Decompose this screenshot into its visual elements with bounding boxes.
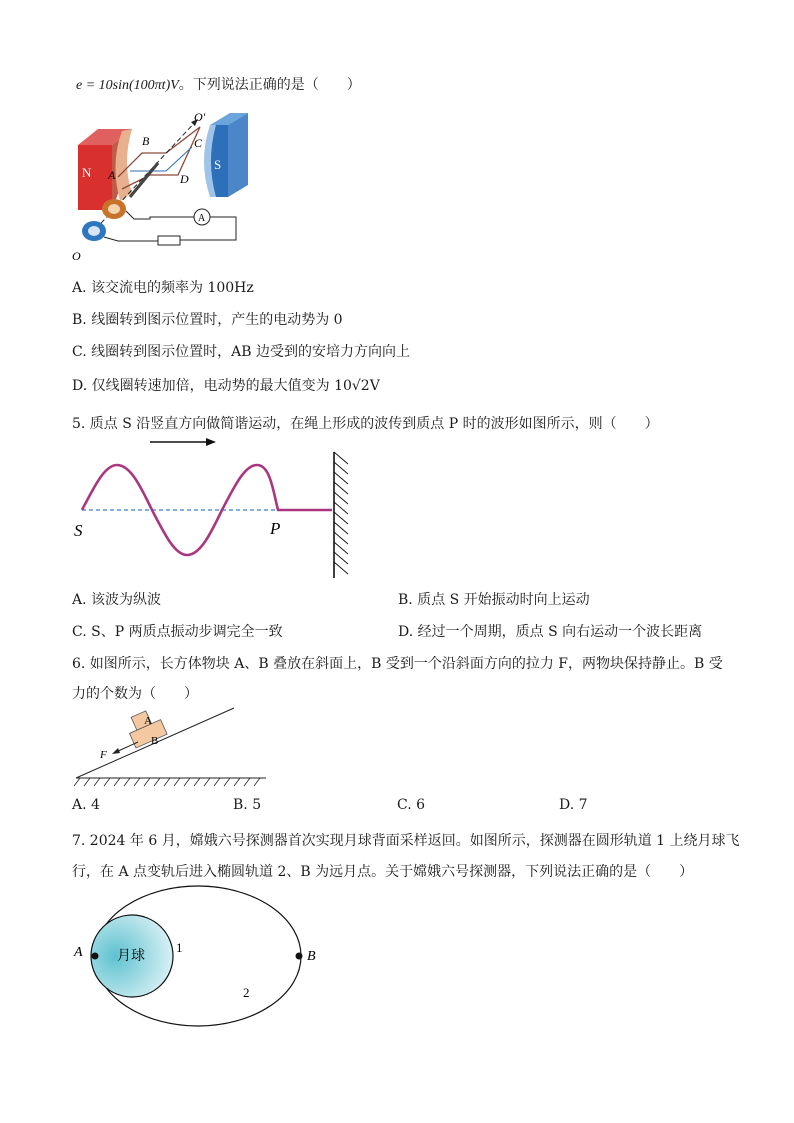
q6-option-d: D. 7 (559, 797, 588, 813)
q5-option-a: A. 该波为纵波 (72, 592, 162, 608)
b-label: B (142, 134, 150, 148)
n-label: N (82, 165, 92, 180)
q5-option-b: B. 质点 S 开始振动时向上运动 (398, 592, 590, 608)
a-label: A (108, 168, 116, 182)
point-a (92, 953, 99, 960)
force-label: F (100, 749, 107, 761)
moon-label: 月球 (117, 948, 145, 964)
force-arrow (116, 742, 138, 752)
block-b-label: B (151, 735, 159, 747)
q6-option-a: A. 4 (72, 797, 100, 813)
q5-wave-figure (70, 430, 360, 580)
q5-option-d: D. 经过一个周期，质点 S 向右运动一个波长距离 (398, 624, 703, 640)
q5-option-c: C. S、P 两质点振动步调完全一致 (72, 624, 283, 640)
q6-incline-figure (70, 700, 270, 792)
d-label: D (180, 172, 189, 186)
q5-stem: 5. 质点 S 沿竖直方向做简谐运动，在绳上形成的波传到质点 P 时的波形如图所示，则（ ） (72, 416, 659, 432)
q4-option-a: A. 该交流电的频率为 100Hz (72, 280, 254, 296)
q6-stem-line1: 6. 如图所示，长方体物块 A、B 叠放在斜面上，B 受到一个沿斜面方向的拉力 F，两物块保持静止。B 受 (72, 656, 723, 672)
point-b-label: B (307, 949, 316, 964)
s-point-label: S (74, 521, 83, 540)
q7-stem-line2: 行，在 A 点变轨后进入椭圆轨道 2、B 为远月点。关于嫦娥六号探测器，下列说法正确的是（ ） (72, 864, 694, 880)
o-label: O (72, 249, 81, 263)
resistor (158, 236, 180, 245)
q4-stem (76, 74, 361, 94)
orbit-2-label: 2 (243, 985, 250, 1000)
orbit-1-label: 1 (176, 940, 183, 955)
ammeter-label: A (198, 213, 206, 224)
q4-formula: e = 10sin(100πt)V (76, 78, 179, 93)
o-prime-label: O′ (194, 110, 206, 124)
q6-option-b: B. 5 (233, 797, 262, 813)
q6-option-c: C. 6 (397, 797, 426, 813)
c-label: C (194, 136, 203, 150)
block-a-label: A (144, 715, 152, 727)
q4-option-d: D. 仅线圈转速加倍，电动势的最大值变为 10√2V (72, 378, 380, 394)
q6-stem-line2: 力的个数为（ ） (72, 686, 198, 702)
point-b (296, 953, 303, 960)
q4-option-b: B. 线圈转到图示位置时，产生的电动势为 0 (72, 312, 343, 328)
q4-stem-text: 。下列说法正确的是（ ） (178, 77, 361, 93)
s-label: S (214, 157, 222, 172)
q7-stem-line1: 7. 2024 年 6 月，嫦娥六号探测器首次实现月球背面采样返回。如图所示，探测器在圆形轨道 1 上绕月球飞 (72, 833, 740, 849)
q4-generator-figure (70, 105, 250, 265)
q4-option-c: C. 线圈转到图示位置时，AB 边受到的安培力方向向上 (72, 344, 410, 360)
q7-orbit-figure (70, 880, 330, 1030)
point-a-label: A (74, 945, 83, 960)
p-point-label: P (270, 519, 281, 538)
